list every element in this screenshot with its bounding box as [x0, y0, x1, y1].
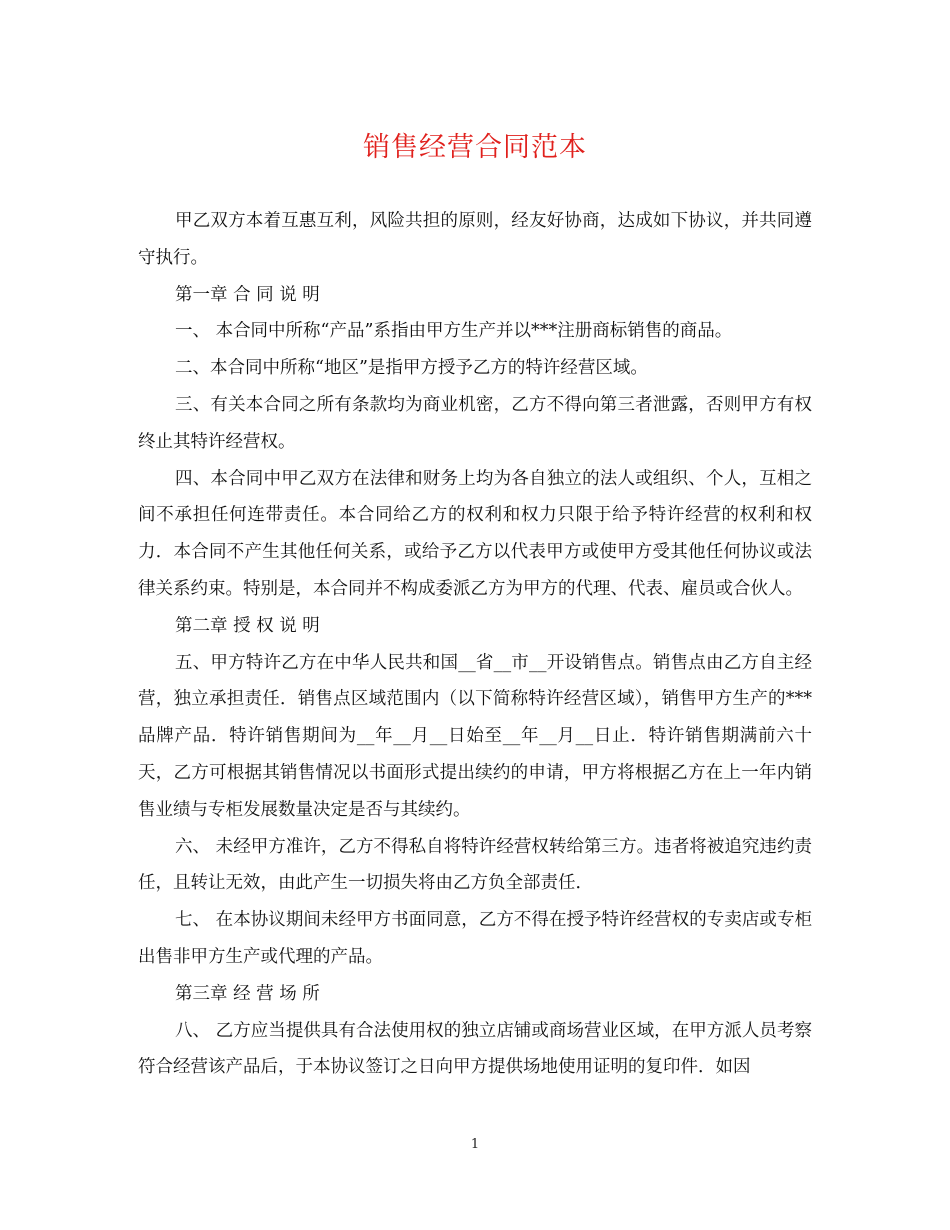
clause-5: 五、甲方特许乙方在中华人民共和国__省__市__开设销售点。销售点由乙方自主经营，独立承担责任．销售点区域范围内（以下简称特许经营区域），销售甲方生产的***品牌产品．特许销售期间为__年__月__日始至__年__月__日止．特许销售期满前六十天，乙方可根据其销售情况以书面形式提出续约的申请，甲方将根据乙方在上一年内销售业绩与专柜发展数量决定是否与其续约。: [138, 652, 812, 820]
page-number: 1: [470, 1137, 480, 1152]
clause-8: 八、 乙方应当提供具有合法使用权的独立店铺或商场营业区域，在甲方派人员考察符合经营该产品后，于本协议签订之日向甲方提供场地使用证明的复印件．如因: [138, 1020, 812, 1078]
clause-7: 七、 在本协议期间未经甲方书面同意，乙方不得在授予特许经营权的专卖店或专柜出售非甲方生产或代理的产品。: [138, 910, 812, 967]
clause-6: 六、 未经甲方准许，乙方不得私自将特许经营权转给第三方。违者将被追究违约责任，且转让无效，由此产生一切损失将由乙方负全部责任．: [138, 836, 812, 894]
clause-4: 四、本合同中甲乙双方在法律和财务上均为各自独立的法人或组织、个人，互相之间不承担任何连带责任。本合同给乙方的权利和权力只限于给予特许经营的权利和权力．本合同不产生其他任何关系，或给予乙方以代表甲方或使甲方受其他任何协议或法律关系约束。特别是，本合同并不构成委派乙方为甲方的代理、代表、雇员或合伙人。: [138, 468, 812, 599]
chapter-2-heading: 第二章 授 权 说 明: [175, 615, 320, 636]
document-title: 销售经营合同范本: [363, 132, 587, 163]
chapter-3-heading: 第三章 经 营 场 所: [175, 983, 320, 1004]
clause-2: 二、本合同中所称“地区”是指甲方授予乙方的特许经营区域。: [175, 358, 648, 379]
chapter-1-heading: 第一章 合 同 说 明: [175, 284, 320, 305]
clause-1: 一、 本合同中所称“产品”系指由甲方生产并以***注册商标销售的商品。: [175, 321, 733, 342]
intro-paragraph: 甲乙双方本着互惠互利，风险共担的原则，经友好协商，达成如下协议，并共同遵守执行。: [138, 211, 812, 268]
clause-3: 三、有关本合同之所有条款均为商业机密，乙方不得向第三者泄露，否则甲方有权终止其特许经营权。: [138, 394, 812, 452]
document-body: [138, 203, 812, 1086]
